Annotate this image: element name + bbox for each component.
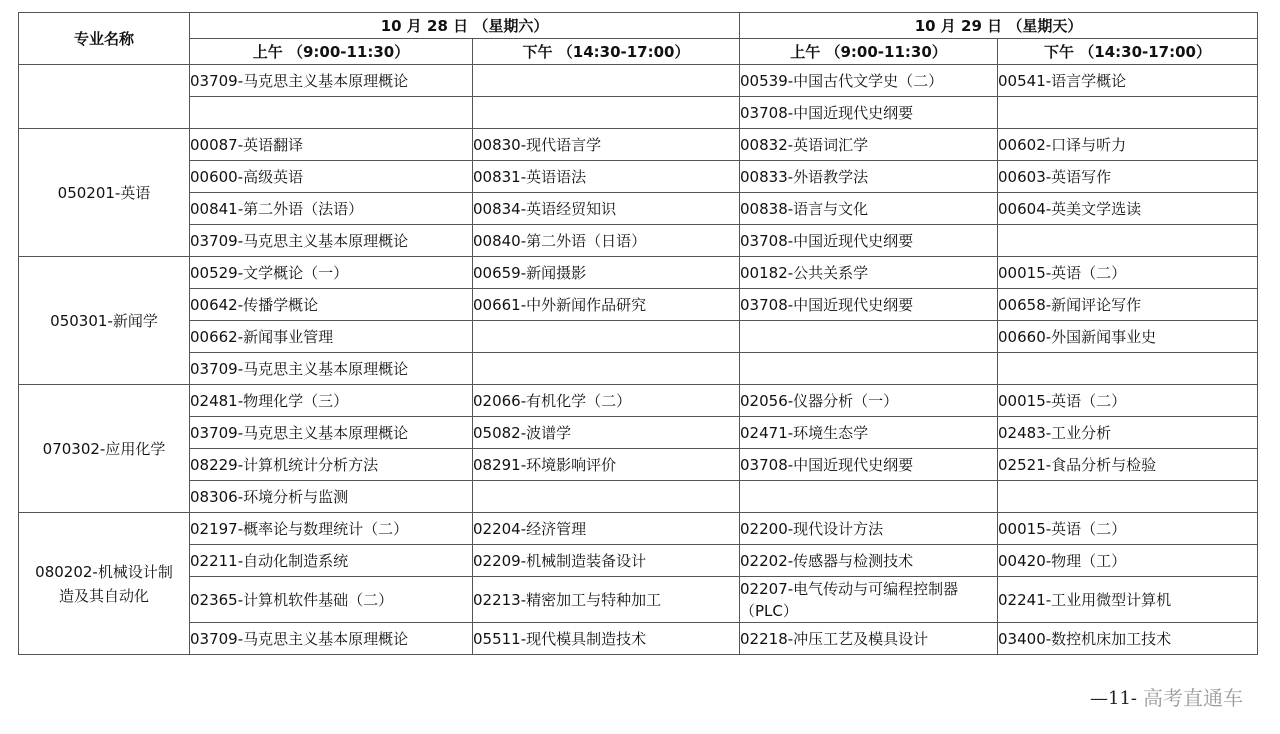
- course-cell: 00658-新闻评论写作: [998, 289, 1258, 321]
- major-name-cell: [19, 65, 190, 129]
- course-cell: 00832-英语词汇学: [740, 129, 998, 161]
- course-cell: 03709-马克思主义基本原理概论: [190, 353, 473, 385]
- course-cell: 03709-马克思主义基本原理概论: [190, 623, 473, 655]
- course-cell: 03709-马克思主义基本原理概论: [190, 65, 473, 97]
- table-row: [19, 481, 1258, 513]
- course-cell: 00841-第二外语（法语）: [190, 193, 473, 225]
- course-cell: 02204-经济管理: [473, 513, 740, 545]
- course-cell: 00603-英语写作: [998, 161, 1258, 193]
- major-name-cell: 070302-应用化学: [19, 385, 190, 513]
- course-cell: 02481-物理化学（三）: [190, 385, 473, 417]
- course-cell: 00087-英语翻译: [190, 129, 473, 161]
- course-cell: 02200-现代设计方法: [740, 513, 998, 545]
- course-cell: [740, 481, 998, 513]
- course-cell: 08306-环境分析与监测: [190, 481, 473, 513]
- course-cell: 02521-食品分析与检验: [998, 449, 1258, 481]
- course-cell: 00602-口译与听力: [998, 129, 1258, 161]
- day1-pm-header: 下午 （14:30-17:00）: [473, 39, 740, 65]
- course-cell: [998, 97, 1258, 129]
- day1-header: 10 月 28 日 （星期六）: [190, 13, 740, 39]
- course-cell: 05082-波谱学: [473, 417, 740, 449]
- course-cell: 02218-冲压工艺及模具设计: [740, 623, 998, 655]
- course-cell: [740, 353, 998, 385]
- day2-header: 10 月 29 日 （星期天）: [740, 13, 1258, 39]
- course-cell: [473, 97, 740, 129]
- course-cell: 00834-英语经贸知识: [473, 193, 740, 225]
- course-cell: [473, 353, 740, 385]
- course-cell: 00833-外语教学法: [740, 161, 998, 193]
- course-cell: [473, 65, 740, 97]
- course-cell: 00604-英美文学选读: [998, 193, 1258, 225]
- course-cell: 00662-新闻事业管理: [190, 321, 473, 353]
- course-cell: 00539-中国古代文学史（二）: [740, 65, 998, 97]
- course-cell: 08291-环境影响评价: [473, 449, 740, 481]
- table-row: [19, 545, 1258, 577]
- table-row: [19, 129, 1258, 161]
- course-cell: 02213-精密加工与特种加工: [473, 577, 740, 623]
- table-row: [19, 97, 1258, 129]
- course-cell: 03709-马克思主义基本原理概论: [190, 417, 473, 449]
- course-cell: 02207-电气传动与可编程控制器（PLC）: [740, 577, 998, 623]
- course-cell: [740, 321, 998, 353]
- course-cell: [998, 481, 1258, 513]
- course-cell: [190, 97, 473, 129]
- table-row: [19, 577, 1258, 623]
- course-cell: 00838-语言与文化: [740, 193, 998, 225]
- table-row: [19, 193, 1258, 225]
- course-cell: 08229-计算机统计分析方法: [190, 449, 473, 481]
- course-cell: 05511-现代模具制造技术: [473, 623, 740, 655]
- watermark-text: 高考直通车: [1143, 686, 1243, 710]
- course-cell: 02241-工业用微型计算机: [998, 577, 1258, 623]
- course-cell: 02211-自动化制造系统: [190, 545, 473, 577]
- course-cell: 00830-现代语言学: [473, 129, 740, 161]
- major-name-header: 专业名称: [19, 13, 190, 65]
- table-row: [19, 353, 1258, 385]
- major-name-cell: 080202-机械设计制造及其自动化: [19, 513, 190, 655]
- table-row: [19, 449, 1258, 481]
- course-cell: 02471-环境生态学: [740, 417, 998, 449]
- course-cell: 00661-中外新闻作品研究: [473, 289, 740, 321]
- course-cell: 00182-公共关系学: [740, 257, 998, 289]
- course-cell: 03708-中国近现代史纲要: [740, 289, 998, 321]
- course-cell: 03709-马克思主义基本原理概论: [190, 225, 473, 257]
- course-cell: 02056-仪器分析（一）: [740, 385, 998, 417]
- major-name-cell: 050201-英语: [19, 129, 190, 257]
- course-cell: [998, 353, 1258, 385]
- course-cell: 02197-概率论与数理统计（二）: [190, 513, 473, 545]
- table-row: [19, 385, 1258, 417]
- course-cell: 00015-英语（二）: [998, 385, 1258, 417]
- course-cell: 03708-中国近现代史纲要: [740, 97, 998, 129]
- day2-pm-header: 下午 （14:30-17:00）: [998, 39, 1258, 65]
- day2-am-header: 上午 （9:00-11:30）: [740, 39, 998, 65]
- major-name-cell: 050301-新闻学: [19, 257, 190, 385]
- page-number: —11-: [1090, 688, 1137, 709]
- course-cell: 00529-文学概论（一）: [190, 257, 473, 289]
- course-cell: 00541-语言学概论: [998, 65, 1258, 97]
- table-row: [19, 65, 1258, 97]
- course-cell: 02209-机械制造装备设计: [473, 545, 740, 577]
- course-cell: 00600-高级英语: [190, 161, 473, 193]
- table-body: [19, 65, 1258, 655]
- course-cell: [473, 321, 740, 353]
- table-header: [19, 13, 1258, 65]
- course-cell: 00015-英语（二）: [998, 513, 1258, 545]
- table-row: [19, 257, 1258, 289]
- table-row: [19, 161, 1258, 193]
- course-cell: [998, 225, 1258, 257]
- day1-am-header: 上午 （9:00-11:30）: [190, 39, 473, 65]
- table-row: [19, 623, 1258, 655]
- course-cell: 00015-英语（二）: [998, 257, 1258, 289]
- course-cell: 02483-工业分析: [998, 417, 1258, 449]
- course-cell: 00420-物理（工）: [998, 545, 1258, 577]
- course-cell: 02202-传感器与检测技术: [740, 545, 998, 577]
- exam-schedule-table: [18, 12, 1258, 655]
- course-cell: 00840-第二外语（日语）: [473, 225, 740, 257]
- table-row: [19, 321, 1258, 353]
- course-cell: 03708-中国近现代史纲要: [740, 225, 998, 257]
- course-cell: 00831-英语语法: [473, 161, 740, 193]
- course-cell: 00659-新闻摄影: [473, 257, 740, 289]
- table-row: [19, 225, 1258, 257]
- course-cell: 00660-外国新闻事业史: [998, 321, 1258, 353]
- course-cell: 00642-传播学概论: [190, 289, 473, 321]
- table-row: [19, 417, 1258, 449]
- table-row: [19, 289, 1258, 321]
- course-cell: 02066-有机化学（二）: [473, 385, 740, 417]
- table-row: [19, 513, 1258, 545]
- course-cell: [473, 481, 740, 513]
- course-cell: 03708-中国近现代史纲要: [740, 449, 998, 481]
- course-cell: 03400-数控机床加工技术: [998, 623, 1258, 655]
- course-cell: 02365-计算机软件基础（二）: [190, 577, 473, 623]
